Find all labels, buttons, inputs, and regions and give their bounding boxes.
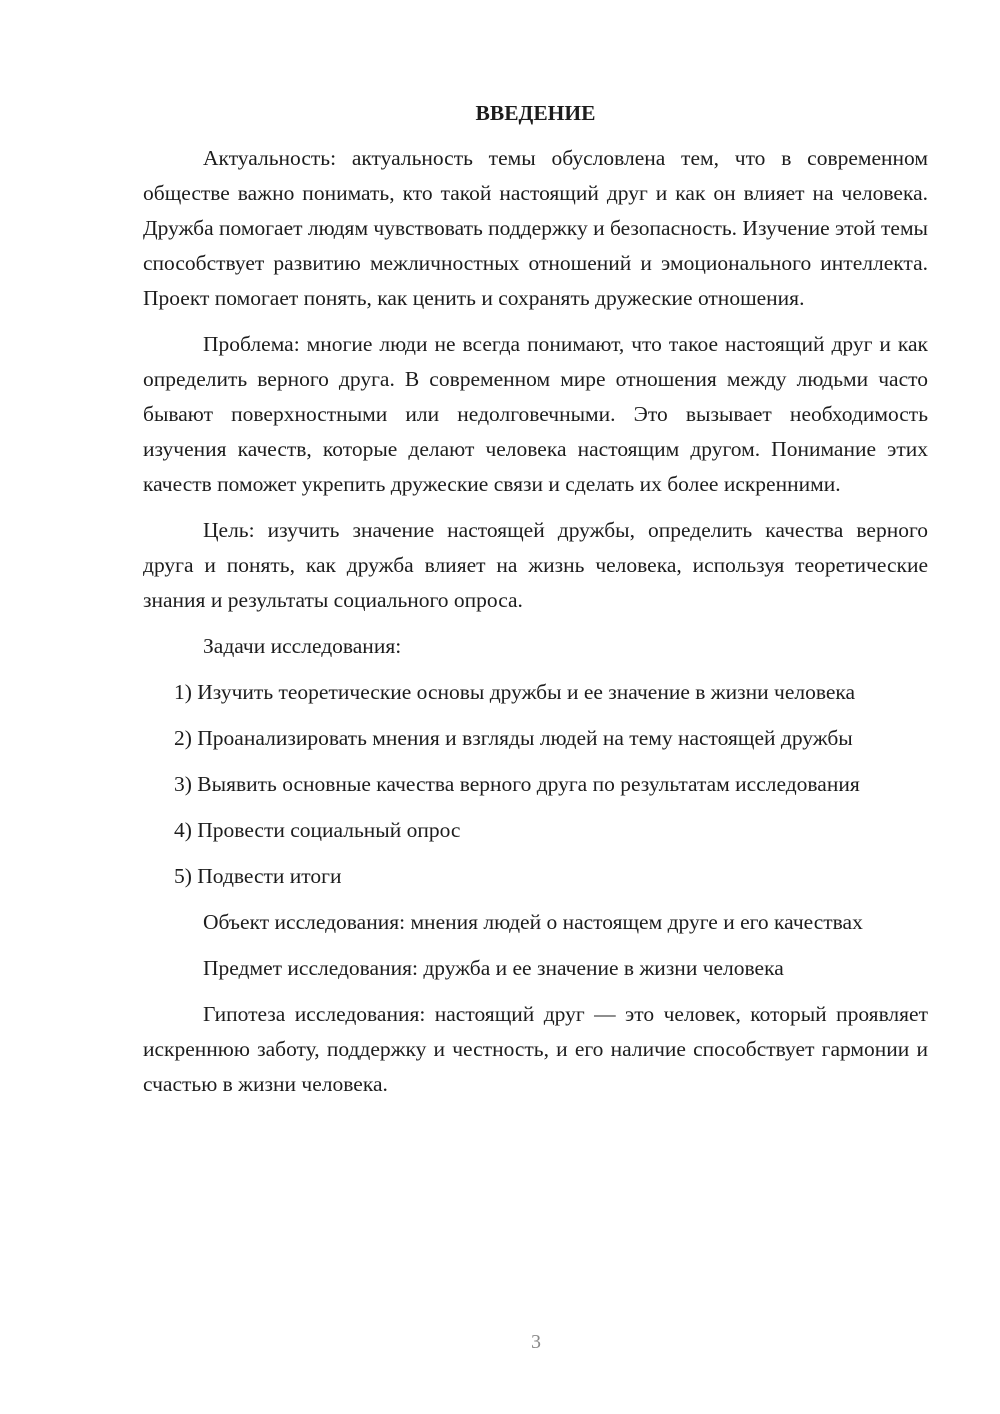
page-number: 3 <box>531 1331 541 1353</box>
page-content <box>143 96 928 1113</box>
task-item-3: 3) Выявить основные качества верного друга по результатам исследования <box>174 772 860 796</box>
relevance-paragraph: Актуальность: актуальность темы обусловлена тем, что в современном обществе важно понимать, кто такой настоящий друг и как он влияет на человека. Дружба помогает людям чувствовать поддержку и безопасность. Изучение этой темы способствует развитию межличностных отношений и эмоционального интеллекта. Проект помогает понять, как ценить и сохранять дружеские отношения. <box>143 146 928 310</box>
tasks-heading: Задачи исследования: <box>203 634 402 658</box>
object-paragraph: Объект исследования: мнения людей о настоящем друге и его качествах <box>203 910 863 934</box>
goal-paragraph: Цель: изучить значение настоящей дружбы, определить качества верного друга и понять, как дружба влияет на жизнь человека, используя теоретические знания и результаты социального опроса. <box>143 518 928 612</box>
task-item-1: 1) Изучить теоретические основы дружбы и ее значение в жизни человека <box>174 680 856 704</box>
task-item-2: 2) Проанализировать мнения и взгляды людей на тему настоящей дружбы <box>174 726 853 750</box>
subject-paragraph: Предмет исследования: дружба и ее значение в жизни человека <box>203 956 784 980</box>
task-item-5: 5) Подвести итоги <box>174 864 342 888</box>
hypothesis-paragraph: Гипотеза исследования: настоящий друг — это человек, который проявляет искреннюю заботу, поддержку и честность, и его наличие способствует гармонии и счастью в жизни человека. <box>143 1002 928 1096</box>
task-item-4: 4) Провести социальный опрос <box>174 818 461 842</box>
problem-paragraph: Проблема: многие люди не всегда понимают, что такое настоящий друг и как определить верного друга. В современном мире отношения между людьми часто бывают поверхностными или недолговечными. Это вызывает необходимость изучения качеств, которые делают человека настоящим другом. Понимание этих качеств поможет укрепить дружеские связи и сделать их более искренними. <box>143 332 928 496</box>
section-heading: ВВЕДЕНИЕ <box>475 101 596 125</box>
